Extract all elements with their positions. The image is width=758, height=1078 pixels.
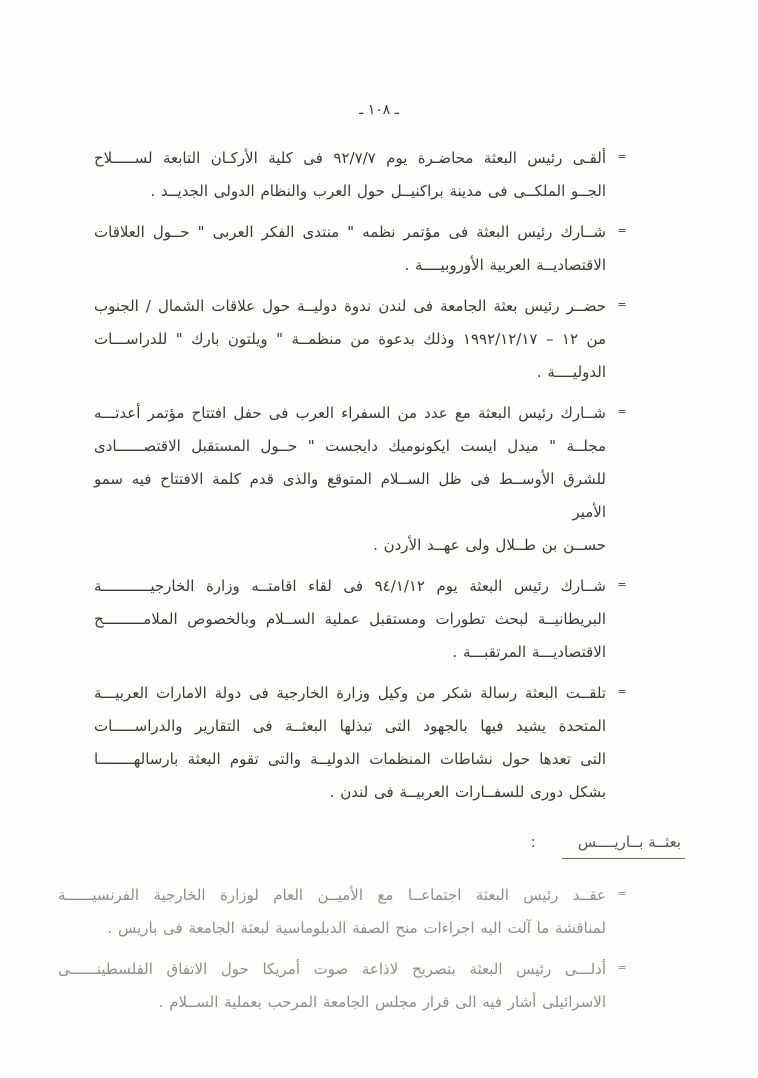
paragraph-line: من ١٢ – ١٩٩٢/١٢/١٧ وذلك بدعوة من منظمــة " ويلتون بارك " للدراســـات: [94, 330, 606, 348]
paragraph-line: مجلــة " ميدل ايست ايكونوميك دايجست " حــول المستقبل الاقتصــــــادى: [94, 437, 606, 455]
paragraph-text: [58, 953, 606, 1019]
paragraph-line: ألقـى رئيس البعثة محاضـرة يوم ٩٢/٧/٧ فى كلية الأركـان التابعة لســـــلاح: [94, 149, 606, 167]
paragraph-line: البريطانيــة لبحث تطورات ومستقبل عملية الســلام وبالخصوص الملامـــــــــح: [94, 610, 606, 628]
dash-bullet-icon: =: [617, 961, 627, 974]
dash-bullet-icon: =: [617, 224, 627, 237]
section-paris-mission: [58, 833, 685, 1019]
paragraph-line: عقــد رئيس البعثة اجتماعــا مع الأميــن العام لوزارة الخارجية الفرنسيــــــة: [58, 886, 606, 904]
dash-bullet-icon: =: [617, 887, 627, 900]
section-london-mission-activities: [58, 142, 685, 809]
paragraph: [58, 397, 630, 562]
paragraph-line: الاقتصاديــة العربية الأوروبيــــة .: [404, 256, 606, 274]
paragraph-line: لمناقشة ما آلت اليه اجراءات منح الصفة الدبلوماسية لبعثة الجامعة فى باريس .: [107, 919, 606, 937]
section-heading: [58, 833, 685, 859]
paragraph: [58, 953, 630, 1019]
paragraph-line: تلقــت البعثة رسالة شكر من وكيل وزارة الخارجية فى دولة الامارات العربيـــة: [94, 684, 606, 702]
paragraph-text: [58, 290, 606, 389]
paragraph-text: [58, 879, 606, 945]
paragraph-line: شــارك رئيس البعثة يوم ٩٤/١/١٢ فى لقاء اقامتــه وزارة الخارجيـــــــــــة: [94, 577, 606, 595]
dash-bullet-icon: =: [617, 150, 627, 163]
paragraph-line: حضــر رئيس بعثة الجامعة فى لندن ندوة دوليــة حول علاقات الشمال / الجنوب: [94, 297, 606, 315]
paragraph-text: [58, 216, 606, 282]
dash-bullet-icon: =: [617, 578, 627, 591]
paragraph-line: التى تعدها حول نشاطات المنظمات الدوليــة والتى تقوم البعثة بارسالهــــــــا: [94, 750, 606, 768]
paragraph-text: [58, 397, 606, 562]
document-body: [0, 118, 758, 1019]
paragraph-text: [58, 677, 606, 809]
paragraph: [58, 879, 630, 945]
paragraph-line: الاقتصاديـــة المرتقبـــة .: [452, 643, 606, 661]
paragraph-line: المتحدة يشيد فيها بالجهود التى تبذلها البعثــة فى التقارير والدراســـــات: [94, 717, 606, 735]
paragraph-line: أدلـــى رئيس البعثة بتصريح لاذاعة صوت أمريكا حول الاتفاق الفلسطينــــــى: [58, 960, 606, 978]
paragraph-line: شــارك رئيس البعثة فى مؤتمر نظمه " منتدى الفكر العربى " حــول العلاقات: [94, 223, 606, 241]
paragraph-line: شــارك رئيس البعثة مع عدد من السفراء العرب فى حفل افتتاح مؤتمر أعدتـــه: [94, 404, 606, 422]
section-heading-colon: :: [530, 833, 536, 851]
paragraph: [58, 142, 630, 208]
dash-bullet-icon: =: [617, 685, 627, 698]
paragraph-line: الجــو الملكــى فى مدينة براكنيــل حول العرب والنظام الدولى الجديــد .: [150, 182, 606, 200]
paragraph-line: الدوليــــة .: [536, 363, 606, 381]
paragraph: [58, 570, 630, 669]
paragraph: [58, 216, 630, 282]
section-heading-text: بعثــة بــاريــــس: [562, 833, 685, 859]
page-number: ـ ١٠٨ ـ: [359, 102, 399, 118]
dash-bullet-icon: =: [617, 405, 627, 418]
paragraph: [58, 677, 630, 809]
paragraph-line: للشرق الأوســط فى ظل الســلام المتوقع والذى قدم كلمة الافتتاح فيه سمو الأمير: [94, 470, 606, 521]
paragraph-text: [58, 570, 606, 669]
paragraph-line: حســن بن طــلال ولى عهــد الأردن .: [373, 536, 606, 554]
paragraph-line: الاسرائيلى أشار فيه الى قرار مجلس الجامعة المرحب بعملية الســلام .: [158, 993, 606, 1011]
paragraph: [58, 290, 630, 389]
paragraph-text: [58, 142, 606, 208]
paragraph-line: بشكل دورى للسفــارات العربيــة فى لندن .: [329, 783, 606, 801]
dash-bullet-icon: =: [617, 298, 627, 311]
